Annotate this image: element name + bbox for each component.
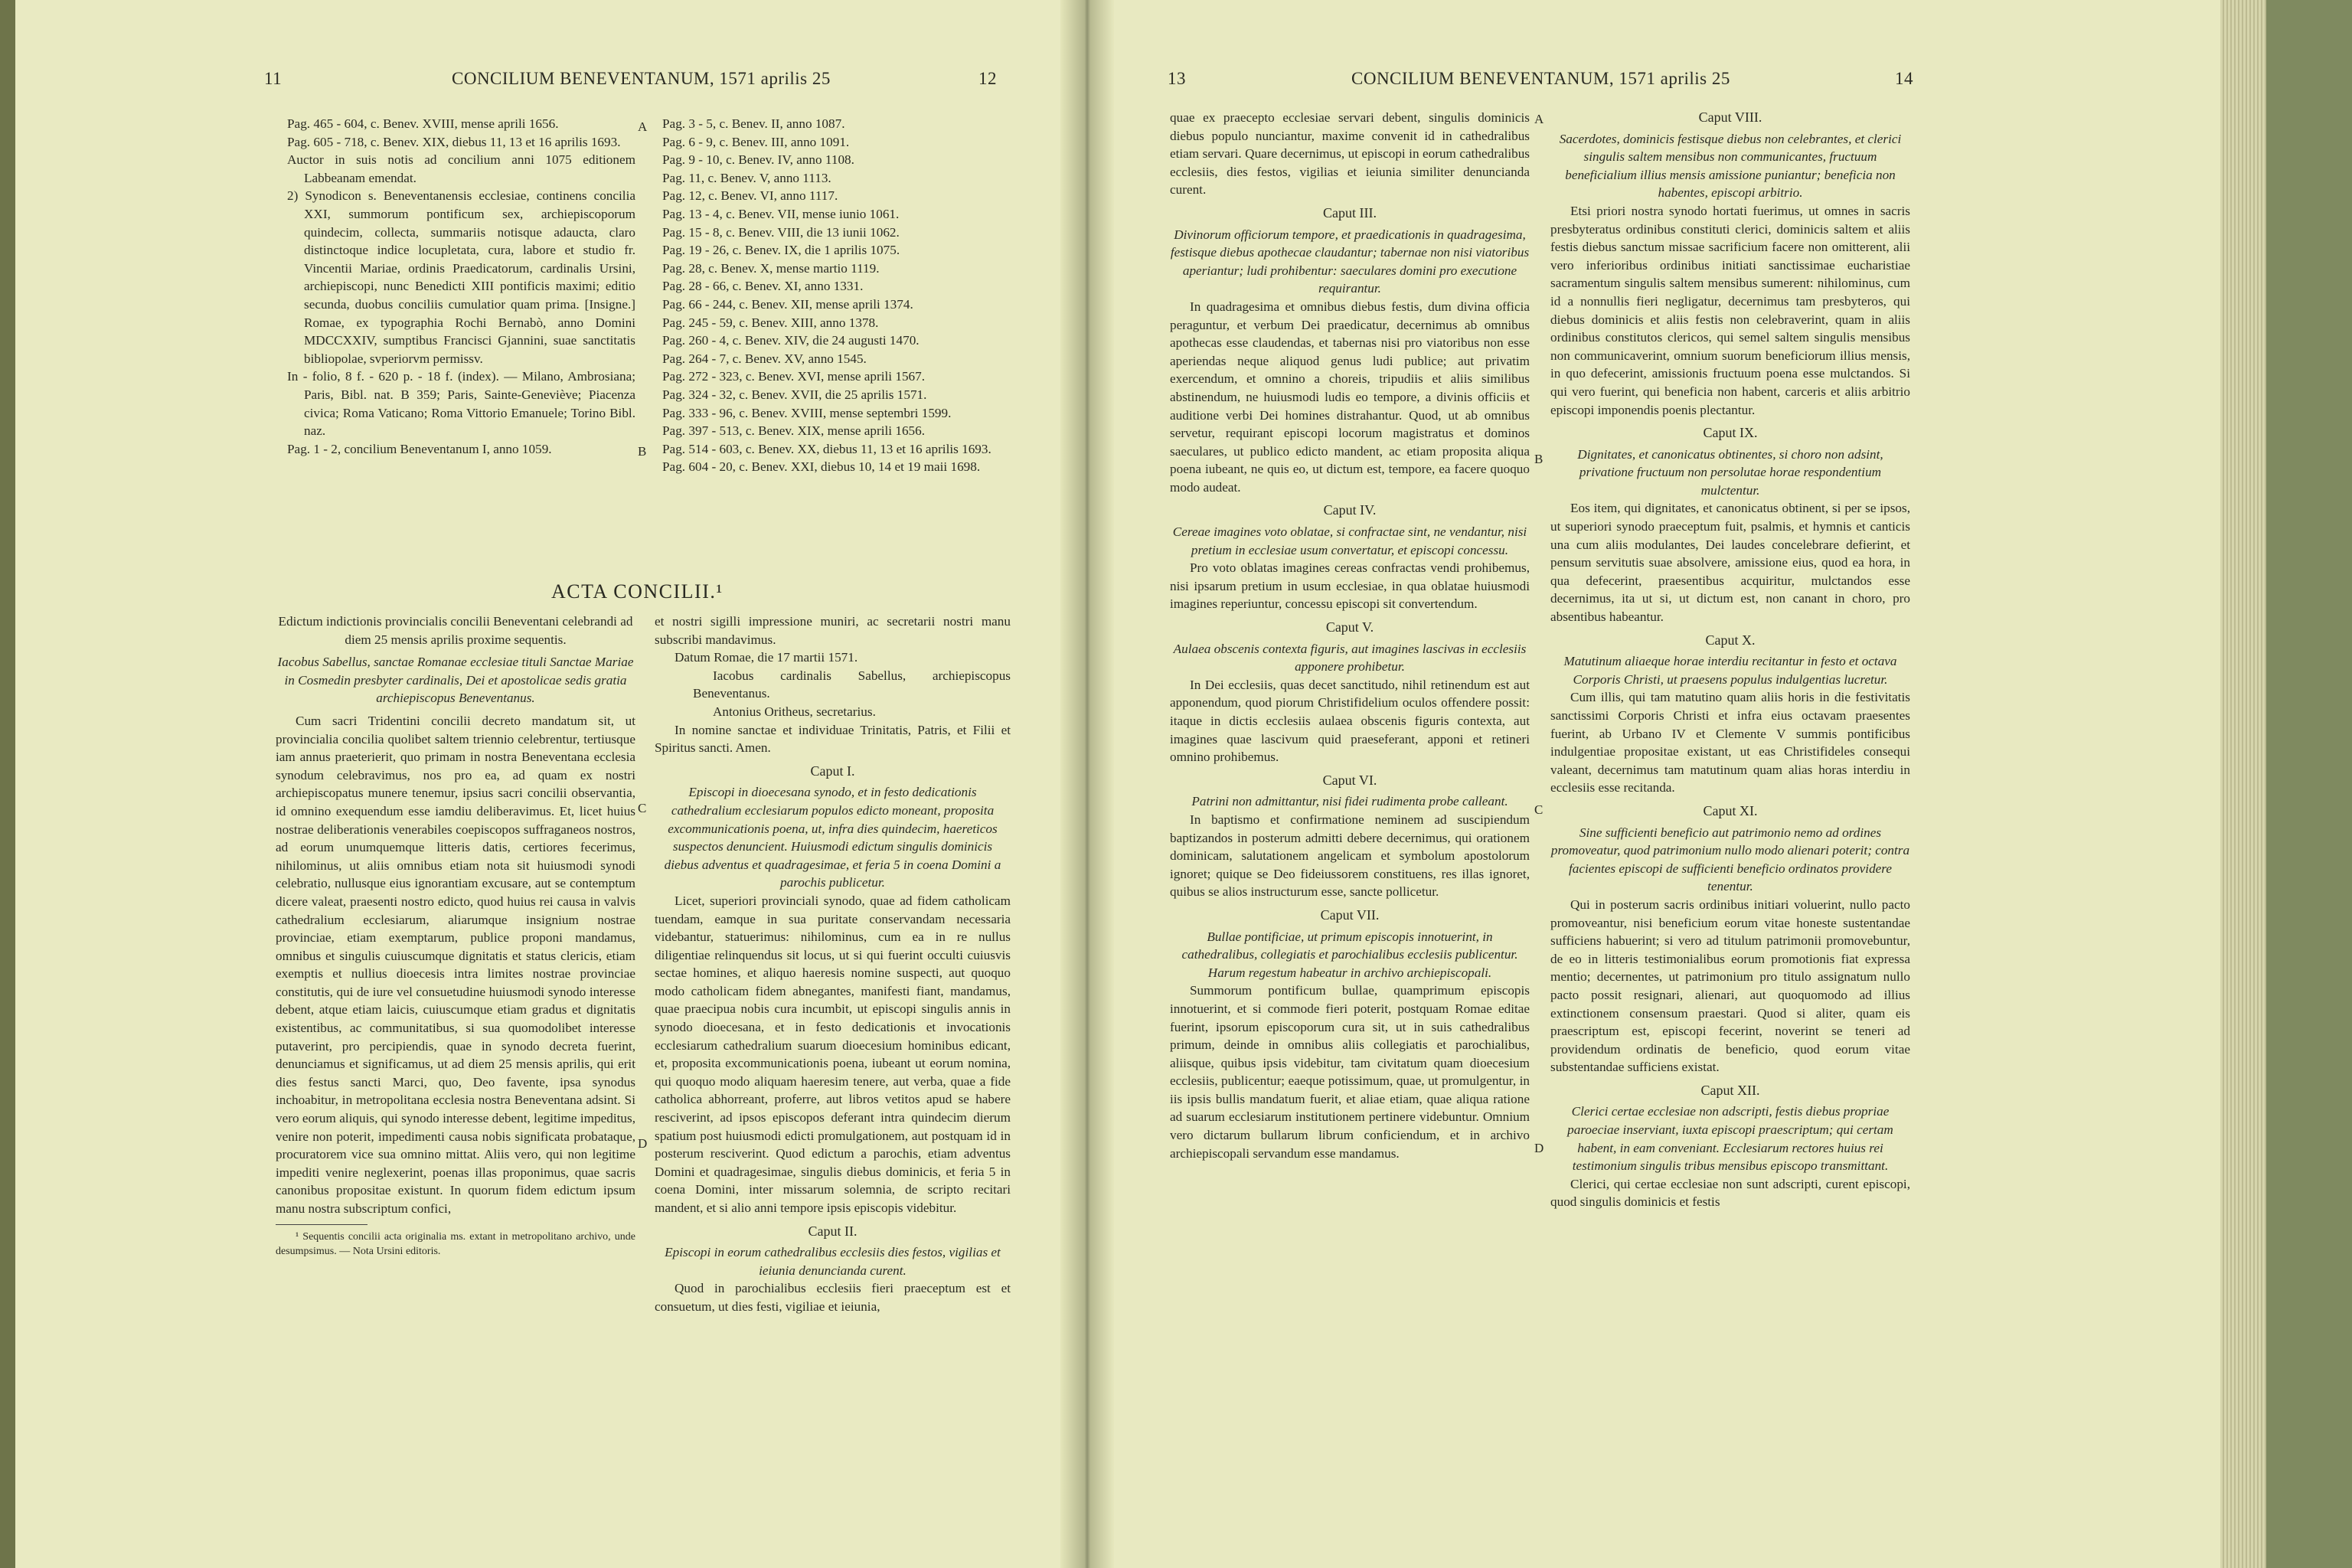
caput-heading: Caput XI. bbox=[1703, 802, 1758, 818]
caput-text: In quadragesima et omnibus diebus festis, dum divina officia peraguntur, et verbum Dei praedicatur, decernimus ab omnibus apothecas esse claudendas, et tabernas nisi pro viatoribus non esse aperiendas neque aliquod genus ludi publice; aut privatim exercendum, et omnino a choreis, tripudiis et aliis similibus abstinendum, ne huiusmodi ludis eo tempore, a divinis officiis et auditione verbi Dei homines distrahantur. Quod, ut ab omnibus servetur, requirant episcopi locorum magistratus et dominos saeculares, ut publico edicto mandent, ac etiam proposita aliqua poena iubeant, ne quis eo, ut dictum est, tempore, ea facere quoquo modo audeat. bbox=[1170, 299, 1530, 495]
caput-text: Clerici, qui certae ecclesiae non sunt adscripti, curent episcopi, quod singulis dominicis et festis bbox=[1550, 1176, 1910, 1210]
page-number-14: 14 bbox=[1895, 69, 1913, 88]
margin-mark-c: C bbox=[1534, 802, 1544, 817]
running-title-left: CONCILIUM BENEVENTANUM, 1571 aprilis 25 bbox=[452, 69, 831, 88]
margin-mark-b: B bbox=[1534, 452, 1544, 466]
bib-line: Pag. 245 - 59, c. Benev. XIII, anno 1378. bbox=[662, 315, 879, 330]
right-column-1 bbox=[1170, 109, 1530, 1162]
bib-line: Pag. 19 - 26, c. Benev. IX, die 1 aprilis 1075. bbox=[662, 243, 900, 258]
caput-heading: Caput XII. bbox=[1700, 1082, 1760, 1098]
bib-line: Pag. 514 - 603, c. Benev. XX, diebus 11, 13 et 16 aprilis 1693. bbox=[662, 441, 991, 456]
bib-line: Pag. 11, c. Benev. V, anno 1113. bbox=[662, 170, 831, 185]
bib-line: Auctor in suis notis ad concilium anni 1075 editionem Labbeanam emendat. bbox=[287, 152, 635, 185]
caput-text: Cum illis, qui tam matutino quam aliis horis in die festivitatis sanctissimi Corporis Christi et infra eius octavam praesentes fuerint, ab Urbano IV et Clemente V summis pontificibus indulgentiae propositae existant, ut eas Christifideles consequi valeant, decernimus tam matutinum quam alias horas interdiu in ecclesiis esse recitanda. bbox=[1550, 690, 1910, 795]
caput-heading: Caput V. bbox=[1325, 619, 1374, 635]
bib-line: Pag. 605 - 718, c. Benev. XIX, diebus 11, 13 et 16 aprilis 1693. bbox=[287, 134, 621, 149]
caput-summary: Cereae imagines voto oblatae, si confractae sint, ne vendantur, nisi pretium in ecclesiae usum convertatur, et episcopi concessu. bbox=[1172, 524, 1527, 557]
bib-line: Pag. 66 - 244, c. Benev. XII, mense aprili 1374. bbox=[662, 296, 913, 312]
margin-mark-a: A bbox=[638, 119, 648, 134]
bib-line: Pag. 465 - 604, c. Benev. XVIII, mense aprili 1656. bbox=[287, 116, 559, 131]
page-number-11: 11 bbox=[264, 69, 283, 88]
running-title-right: CONCILIUM BENEVENTANUM, 1571 aprilis 25 bbox=[1351, 69, 1730, 88]
caput-text: Quod in parochialibus ecclesiis fieri praeceptum est et consuetum, ut dies festi, vigiliae et ieiunia, bbox=[655, 1281, 1011, 1314]
signature-1: Iacobus cardinalis Sabellus, archiepiscopus Beneventanus. bbox=[693, 668, 1011, 701]
left-body-column-2 bbox=[655, 612, 1011, 1316]
caput-summary: Divinorum officiorum tempore, et praedicationis in quadragesima, festisque diebus apothecae claudantur; tabernae non nisi viatoribus aperiantur; ludi prohibentur: saeculares domini pro executione requirantur. bbox=[1170, 227, 1530, 296]
bib-line: Pag. 28, c. Benev. X, mense martio 1119. bbox=[662, 260, 880, 276]
bib-line: Pag. 324 - 32, c. Benev. XVII, die 25 aprilis 1571. bbox=[662, 387, 927, 402]
caput-heading: Caput VI. bbox=[1322, 772, 1377, 788]
book-gutter bbox=[1060, 0, 1114, 1568]
caput-text: Summorum pontificum bullae, quamprimum episcopis innotuerint, et si commode fieri poterit, postquam Romae editae fuerint, ipsorum episcoporum cura sit, ut in suis cathedralibus primum, deinde in omnibus aliis collegiatis et parochialibus, aliisque, quibus ipsis videbitur, tam civitatum quam dioecesium ecclesiis, publicentur; eaeque potissimum, quae, ut promulgentur, in iis ipsis bullis mandatum fuerit, et aliae etiam, quae aliqua ratione ad suarum ecclesiarum institutionem pertinere videbuntur. Omnium vero dictarum bullarum librum conficiendum, et in archivo archiepiscopali servandum esse mandamus. bbox=[1170, 983, 1530, 1161]
bib-line: Pag. 3 - 5, c. Benev. II, anno 1087. bbox=[662, 116, 845, 131]
caput-heading: Caput II. bbox=[808, 1223, 858, 1239]
caput-summary: Aulaea obscenis contexta figuris, aut imagines lascivas in ecclesiis apponere prohibetur. bbox=[1173, 641, 1527, 675]
bib-line: Pag. 15 - 8, c. Benev. VIII, die 13 iunii 1062. bbox=[662, 224, 900, 240]
footnote-rule bbox=[276, 1224, 368, 1225]
edictum-title: Edictum indictionis provincialis concilii Beneventani celebrandi ad diem 25 mensis aprilis proxime sequentis. bbox=[278, 614, 633, 647]
caput-heading: Caput VIII. bbox=[1698, 109, 1762, 125]
caput-heading: Caput VII. bbox=[1320, 906, 1380, 923]
caput-summary: Clerici certae ecclesiae non adscripti, festis diebus propriae paroeciae inserviant, iuxta episcopi praescriptum; qui certam habent, in eam conveniant. Ecclesiarum rectores huius rei testimonium singulis tribus mensibus episcopo transmittant. bbox=[1567, 1104, 1893, 1174]
caput-summary: Sacerdotes, dominicis festisque diebus non celebrantes, et clerici singulis saltem mensibus non communicantes, fructuum beneficialium illius mensis amissione puniantur; beneficia non habentes, episcopi arbitrio. bbox=[1559, 131, 1902, 201]
caput-summary: Sine sufficienti beneficio aut patrimonio nemo ad ordines promoveatur, quod patrimonium nullo modo alienari poterit; contra facientes episcopi de sufficienti beneficio ordinatos providere tenentur. bbox=[1550, 825, 1910, 894]
caput-heading: Caput IV. bbox=[1323, 502, 1377, 518]
caput-text: Etsi priori nostra synodo hortati fuerimus, ut omnes in sacris presbyteratus ordinibus constituti clerici, dominicis saltem et aliis festis diebus sanctum missae sacrificium facere non omitterent, alii vero inferioribus ordinibus initiati sanctissimae eucharistiae sacramentum singulis saltem mensibus sumerent: nihilominus, cum id a nonnullis fieri negligatur, decernimus tam presbyteros, qui diebus dominicis et aliis festis non celebraverint, quam in aliis ordinibus constitutos clericos, qui semel saltem singulis mensibus non communicaverint, omnium suorum beneficiorum illius mensis, in quo defecerint, amissionis fructuum poena esse mulctandos. Si qui vero fuerint, qui beneficia non habent, carceris et aliis arbitrio episcopi imponendis poenis plectantur. bbox=[1550, 203, 1910, 417]
invocation: In nomine sanctae et individuae Trinitatis, Patris, et Filii et Spiritus sancti. Amen. bbox=[655, 722, 1011, 756]
page-number-12: 12 bbox=[978, 69, 997, 88]
caput-text: In baptismo et confirmatione neminem ad suscipiendum baptizandos in posterum admitti debere decernimus, qui orationem dominicam, salutationem angelicam et symbolum apostolorum ignoret; quique se Deo fideiussorem constituens, res illas ignoret, quibus se alios instructurum esse, sancte pollicetur. bbox=[1170, 812, 1530, 900]
bib-line: Pag. 604 - 20, c. Benev. XXI, diebus 10, 14 et 19 maii 1698. bbox=[662, 459, 981, 475]
margin-mark-a: A bbox=[1534, 112, 1544, 126]
page-number-13: 13 bbox=[1168, 69, 1186, 88]
bib-line: Pag. 272 - 323, c. Benev. XVI, mense aprili 1567. bbox=[662, 369, 926, 384]
caput-summary: Patrini non admittantur, nisi fidei rudimenta probe calleant. bbox=[1191, 794, 1508, 809]
margin-mark-d: D bbox=[1534, 1141, 1544, 1155]
bib-line: Pag. 9 - 10, c. Benev. IV, anno 1108. bbox=[662, 152, 854, 168]
right-column-2 bbox=[1550, 109, 1910, 1211]
bibliography-column-1 bbox=[287, 115, 635, 458]
margin-mark-c: C bbox=[638, 801, 647, 815]
caput-summary: Dignitates, et canonicatus obtinentes, si choro non adsint, privatione fructuum non persolutae horae respondentium mulctentur. bbox=[1577, 446, 1883, 498]
bib-line: Pag. 264 - 7, c. Benev. XV, anno 1545. bbox=[662, 351, 867, 366]
caput-summary: Episcopi in dioecesana synodo, et in festo dedicationis cathedralium ecclesiarum populos edicto moneant, proposita excommunicationis poena, ut, infra dies quindecim, haereticos suspectos denuncient. Huiusmodi edictum singulis dominicis diebus adventus et quadragesimae, et feria 5 in coena Domini a parochis publicetur. bbox=[664, 785, 1001, 890]
bib-line: Pag. 260 - 4, c. Benev. XIV, die 24 augusti 1470. bbox=[662, 333, 920, 348]
bib-line: In - folio, 8 f. - 620 p. - 18 f. (index). — Milano, Ambrosiana; Paris, Bibl. nat. B 359; Paris, Sainte-Geneviève; Piacenza civica; Roma Vaticano; Roma Vittorio Emanuele; Torino Bibl. naz. bbox=[287, 369, 635, 439]
left-body-column-1 bbox=[276, 612, 635, 1259]
bib-line: Pag. 333 - 96, c. Benev. XVIII, mense septembri 1599. bbox=[662, 405, 952, 420]
bib-line: 2) Synodicon s. Beneventanensis ecclesiae, continens concilia XXI, summorum pontificum sex, archiepiscoporum quindecim, collecta, summariis notisque adaucta, claro distinctoque indice locupletata, cura, labore et studio fr. Vincentii Mariae, ordinis Praedicatorum, cardinalis Ursini, archiepiscopi, nunc Benedicti XIII pontificis maximi; editio secunda, duobus conciliis cumulatior quam prima. [Insigne.] Romae, ex typographia Rochi Bernabò, anno Domini MDCCXXIV, sumptibus Francisci Gjannini, suae sanctitatis bibliopolae, svperiorvm permissv. bbox=[287, 188, 635, 366]
caput-heading: Caput I. bbox=[810, 763, 855, 779]
margin-mark-d: D bbox=[638, 1136, 648, 1151]
caput-text: Pro voto oblatas imagines cereas confractas vendi prohibemus, nisi ipsarum pretium in usum ecclesiae, in qua oblatae huiusmodi imagines reperiuntur, concessu episcopi sit convertendum. bbox=[1170, 560, 1530, 612]
bib-line: Pag. 28 - 66, c. Benev. XI, anno 1331. bbox=[662, 279, 864, 294]
caput-summary: Bullae pontificiae, ut primum episcopis innotuerint, in cathedralibus, collegiatis et parochialibus ecclesiis publicentur. Harum regestum habeatur in archivo archiepiscopali. bbox=[1181, 929, 1518, 980]
edictum-text: Cum sacri Tridentini concilii decreto mandatum sit, ut provincialia concilia quolibet saltem triennio celebrentur, tertiusque iam annus praeterierit, quo primam in nostra Beneventana ecclesia synodum celebravimus, nos pro ea, ad quam ex nostri archiepiscopatus munere tenemur, ipsius sacri concilii observantia, id omnino exequendum esse iamdiu deliberavimus. Et, licet huius nostrae deliberationis venerabiles coepiscopos suffraganeos nostros, ad eorum unumquemque litteris datis, certiores fecerimus, nihilominus, ut aliis omnibus etiam nota sit huiusmodi synodi celebratio, nullusque eius ignorantiam excusare, aut se contemptum dicere valeat, praesenti nostro edicto, quod huius rei causa in valvis cathedralium ecclesiarum, aliarumque insignium nostrae provinciae, etiam exemptarum, publice proponi mandamus, omnibus et singulis cuiuscumque dignitatis et status clericis, etiam exemptis et nullius dioecesis intra limites nostrae provinciae constitutis, qui de iure vel consuetudine huiusmodi synodo interesse debent, atque etiam laicis, cuiuscumque etiam gradus et dignitatis existentibus, ac communitatibus, si sua quomodolibet interesse putaverint, pro percipiendis, quae in synodo decreta fuerint, denunciamus et significamus, ut ad diem 25 mensis aprilis, qui erit dies festus sancti Marci, quo, Deo favente, ipsa synodus inchoabitur, in metropolitana ecclesia nostra Beneventana adsint. Si vero eorum aliquis, qui synodo interesse debent, legitime impeditus, venire non poterit, impedimenti causa nobis significata probataque, procuratorem vice sua omnino mittat. Aliis vero, qui non legitime impediti venire neglexerint, poenas illas proponimus, quae sacris canonibus propositae existunt. In quorum fidem edictum ipsum manu nostra subscriptum confici, bbox=[276, 713, 635, 1216]
caput-text: Eos item, qui dignitates, et canonicatus obtinent, si per se ipsos, ut superiori synodo praeceptum fuit, psalmis, et hymnis et canticis una cum aliis modulantes, Dei laudes concelebrare defierint, et pensum servitutis suae absolvere, amissione eius, quod ea hora, in qua defecerint, praesentibus acquiritur, mulctandos esse decernimus, ita ut si, ut dictum est, non canant in choro, pro absentibus habeantur. bbox=[1550, 501, 1910, 625]
bib-line: Pag. 397 - 513, c. Benev. XIX, mense aprili 1656. bbox=[662, 423, 926, 439]
section-heading-acta: ACTA CONCILII.¹ bbox=[551, 580, 724, 603]
edictum-datum: Datum Romae, die 17 martii 1571. bbox=[675, 650, 858, 665]
caput-heading: Caput X. bbox=[1705, 632, 1756, 648]
bib-line: Pag. 6 - 9, c. Benev. III, anno 1091. bbox=[662, 134, 850, 149]
caput-text: In Dei ecclesiis, quas decet sanctitudo, nihil retinendum est aut apponendum, quod piorum Christifidelium oculos offendere possit: itaque in dictis ecclesiis aulaea obscenis figuris contexta, aut imagines quae lascivum quid praeseferant, apponi et retineri omnino prohibemus. bbox=[1170, 677, 1530, 765]
caput-text: Licet, superiori provinciali synodo, quae ad fidem catholicam tuendam, eamque in sua puritate conservandam necessaria videbantur, statuerimus: nihilominus, cum ea in re nullus diligentiae relinquendus sit locus, ut si qui fuerint occulti cuiusvis sectae homines, et aliquo haeresis nomine suspecti, aut quoquo modo catholicam fidem abnegantes, manifesti fiant, mandamus, quae praecipua nobis cura incumbit, ut episcopi singulis annis in synodo dioecesana, et in festo dedicationis et invocationis ecclesiarum cathedralium suarum dioecesium hominibus edicant, et, proposita excommunicationis poena, iubeant ut eorum nomina, qui quoquo modo aliquam haeresim tenere, aut verba, quae a fide catholica abhorreant, proferre, aut libros vetitos apud se habere resciverint, ad ipsos episcopos deferant intra quindecim dierum spatium post huiusmodi edicti promulgationem, aut postquam id in posterum resciverint. Quod edictum a parochis, etiam adventus Domini et quadragesimae, singulis diebus dominicis, et feria 5 in coena Domini, inter missarum solemnia, de scripto recitari mandent, et si alio anni tempore ipsis episcopis videbitur. bbox=[655, 893, 1011, 1215]
caput-text: Qui in posterum sacris ordinibus initiari voluerint, nullo pacto promoveantur, nisi beneficium eorum vitae honeste sustentandae sufficiens habuerint; si vero ad titulum patrimonii promovebuntur, de eo in litteris testimonialibus eorum promotionis fiat expressa mentio; decernentes, ut patrimonium pro titulo assignatum nullo pacto possit resignari, alienari, aut quoquomodo ad illius extinctionem consensum praestari. Quod si aliter, quam eis praescriptum est, episcopi fecerint, noverint se teneri ad providendum ordinatis de beneficio, quod eorum vitae substentandae sufficiens existat. bbox=[1550, 897, 1910, 1075]
bibliography-column-2 bbox=[662, 115, 1011, 476]
caput-heading: Caput III. bbox=[1323, 204, 1377, 220]
bib-line: Pag. 12, c. Benev. VI, anno 1117. bbox=[662, 188, 838, 204]
bib-line: Pag. 1 - 2, concilium Beneventanum I, anno 1059. bbox=[287, 441, 552, 456]
bib-line: Pag. 13 - 4, c. Benev. VII, mense iunio 1061. bbox=[662, 206, 900, 221]
caput-text: quae ex praecepto ecclesiae servari debent, singulis dominicis diebus populo nunciantur, maxime convenit id in cathedralibus etiam servari. Quare decernimus, ut episcopi in eorum cathedralibus ecclesiis, dies festos, vigilias et ieiunia similiter denunciandа curent. bbox=[1170, 110, 1530, 198]
signature-2: Antonius Oritheus, secretarius. bbox=[713, 704, 876, 719]
edictum-sender: Iacobus Sabellus, sanctae Romanae ecclesiae tituli Sanctae Mariae in Cosmedin presbyter cardinalis, Dei et apostolicae sedis gratia archiepiscopus Beneventanus. bbox=[277, 655, 634, 706]
background-right bbox=[2266, 0, 2352, 1568]
footnote: ¹ Sequentis concilii acta originalia ms. extant in metropolitano archivo, unde desumpsimus. — Nota Ursini editoris. bbox=[276, 1230, 635, 1257]
edictum-closing: et nostri sigilli impressione muniri, ac secretarii nostri manu subscribi mandavimus. bbox=[655, 614, 1011, 647]
caput-summary: Matutinum aliaeque horae interdiu recitantur in festo et octava Corporis Christi, ut praesens populus indulgentias lucretur. bbox=[1563, 654, 1897, 687]
margin-mark-b: B bbox=[638, 444, 647, 459]
caput-heading: Caput IX. bbox=[1703, 425, 1758, 441]
caput-summary: Episcopi in eorum cathedralibus ecclesiis dies festos, vigilias et ieiunia denuncianda curent. bbox=[665, 1245, 1001, 1278]
